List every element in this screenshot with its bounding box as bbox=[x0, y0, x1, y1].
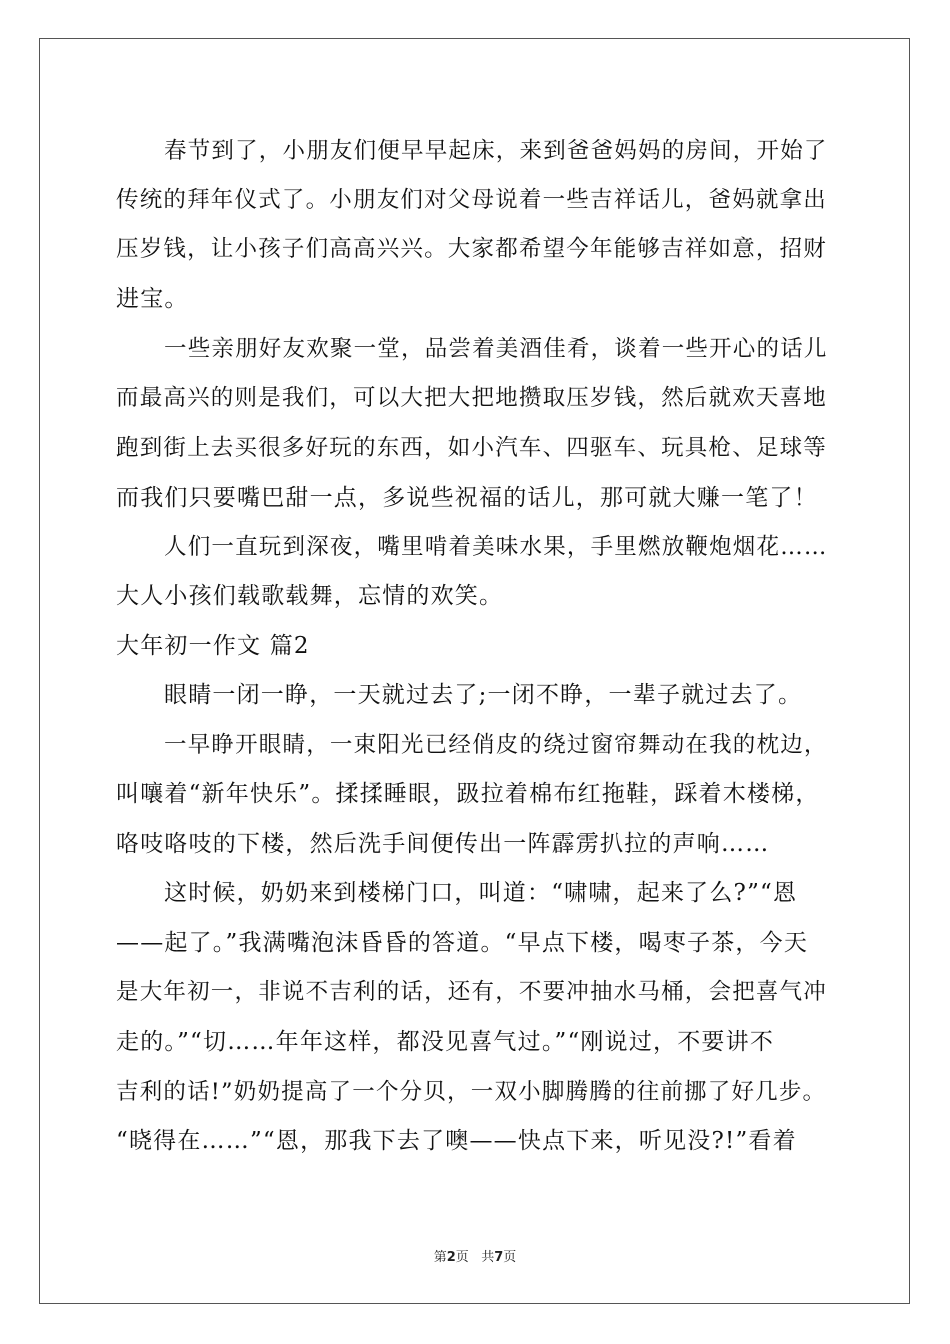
footer-suffix: 页 bbox=[503, 1250, 517, 1265]
text-line: 人们一直玩到深夜，嘴里啃着美味水果，手里燃放鞭炮烟花…… bbox=[164, 534, 828, 560]
section-heading: 大年初一作文 篇2 bbox=[116, 633, 310, 659]
footer-prefix: 第 bbox=[433, 1250, 447, 1265]
text-line: 压岁钱，让小孩子们高高兴兴。大家都希望今年能够吉祥如意，招财 bbox=[116, 236, 828, 262]
text-line: 叫嚷着“新年快乐”。揉揉睡眼，趿拉着棉布红拖鞋，踩着木楼梯， bbox=[116, 781, 820, 807]
text-line: “晓得在……”“恩，那我下去了噢——快点下来，听见没?!”看着 bbox=[116, 1128, 797, 1154]
text-line: 传统的拜年仪式了。小朋友们对父母说着一些吉祥话儿，爸妈就拿出 bbox=[116, 187, 828, 213]
text-line: 跑到街上去买很多好玩的东西，如小汽车、四驱车、玩具枪、足球等 bbox=[116, 435, 828, 461]
text-line: 走的。”“切……年年这样，都没见喜气过。”“刚说过，不要讲不 bbox=[116, 1029, 775, 1055]
text-line: 而我们只要嘴巴甜一点，多说些祝福的话儿，那可就大赚一笔了！ bbox=[116, 485, 818, 511]
text-line: 春节到了，小朋友们便早早起床，来到爸爸妈妈的房间，开始了 bbox=[164, 138, 828, 164]
text-line: 进宝。 bbox=[116, 286, 189, 312]
current-page-number: 2 bbox=[446, 1250, 456, 1265]
page-footer bbox=[0, 1246, 950, 1265]
text-line: ——起了。”我满嘴泡沫昏昏的答道。“早点下楼，喝枣子茶，今天 bbox=[116, 930, 809, 956]
text-line: 眼睛一闭一睁，一天就过去了;一闭不睁，一辈子就过去了。 bbox=[164, 682, 803, 708]
text-line: 而最高兴的则是我们，可以大把大把地攒取压岁钱，然后就欢天喜地 bbox=[116, 385, 828, 411]
total-page-number: 7 bbox=[494, 1250, 504, 1265]
text-line: 是大年初一，非说不吉利的话，还有，不要冲抽水马桶，会把喜气冲 bbox=[116, 979, 828, 1005]
text-line: 一早睁开眼睛，一束阳光已经俏皮的绕过窗帘舞动在我的枕边， bbox=[164, 732, 828, 758]
text-line: 吉利的话!”奶奶提高了一个分贝，一双小脚腾腾的往前挪了好几步。 bbox=[116, 1079, 827, 1105]
footer-mid: 页 共 bbox=[455, 1250, 495, 1265]
text-line: 咯吱咯吱的下楼，然后洗手间便传出一阵霹雳扒拉的声响…… bbox=[116, 831, 770, 857]
text-line: 这时候，奶奶来到楼梯门口，叫道：“啸啸，起来了么?”“恩 bbox=[164, 880, 798, 906]
text-line: 一些亲朋好友欢聚一堂，品尝着美酒佳肴，谈着一些开心的话儿 bbox=[164, 336, 828, 362]
page-border bbox=[39, 38, 910, 1304]
text-line: 大人小孩们载歌载舞，忘情的欢笑。 bbox=[116, 583, 504, 609]
